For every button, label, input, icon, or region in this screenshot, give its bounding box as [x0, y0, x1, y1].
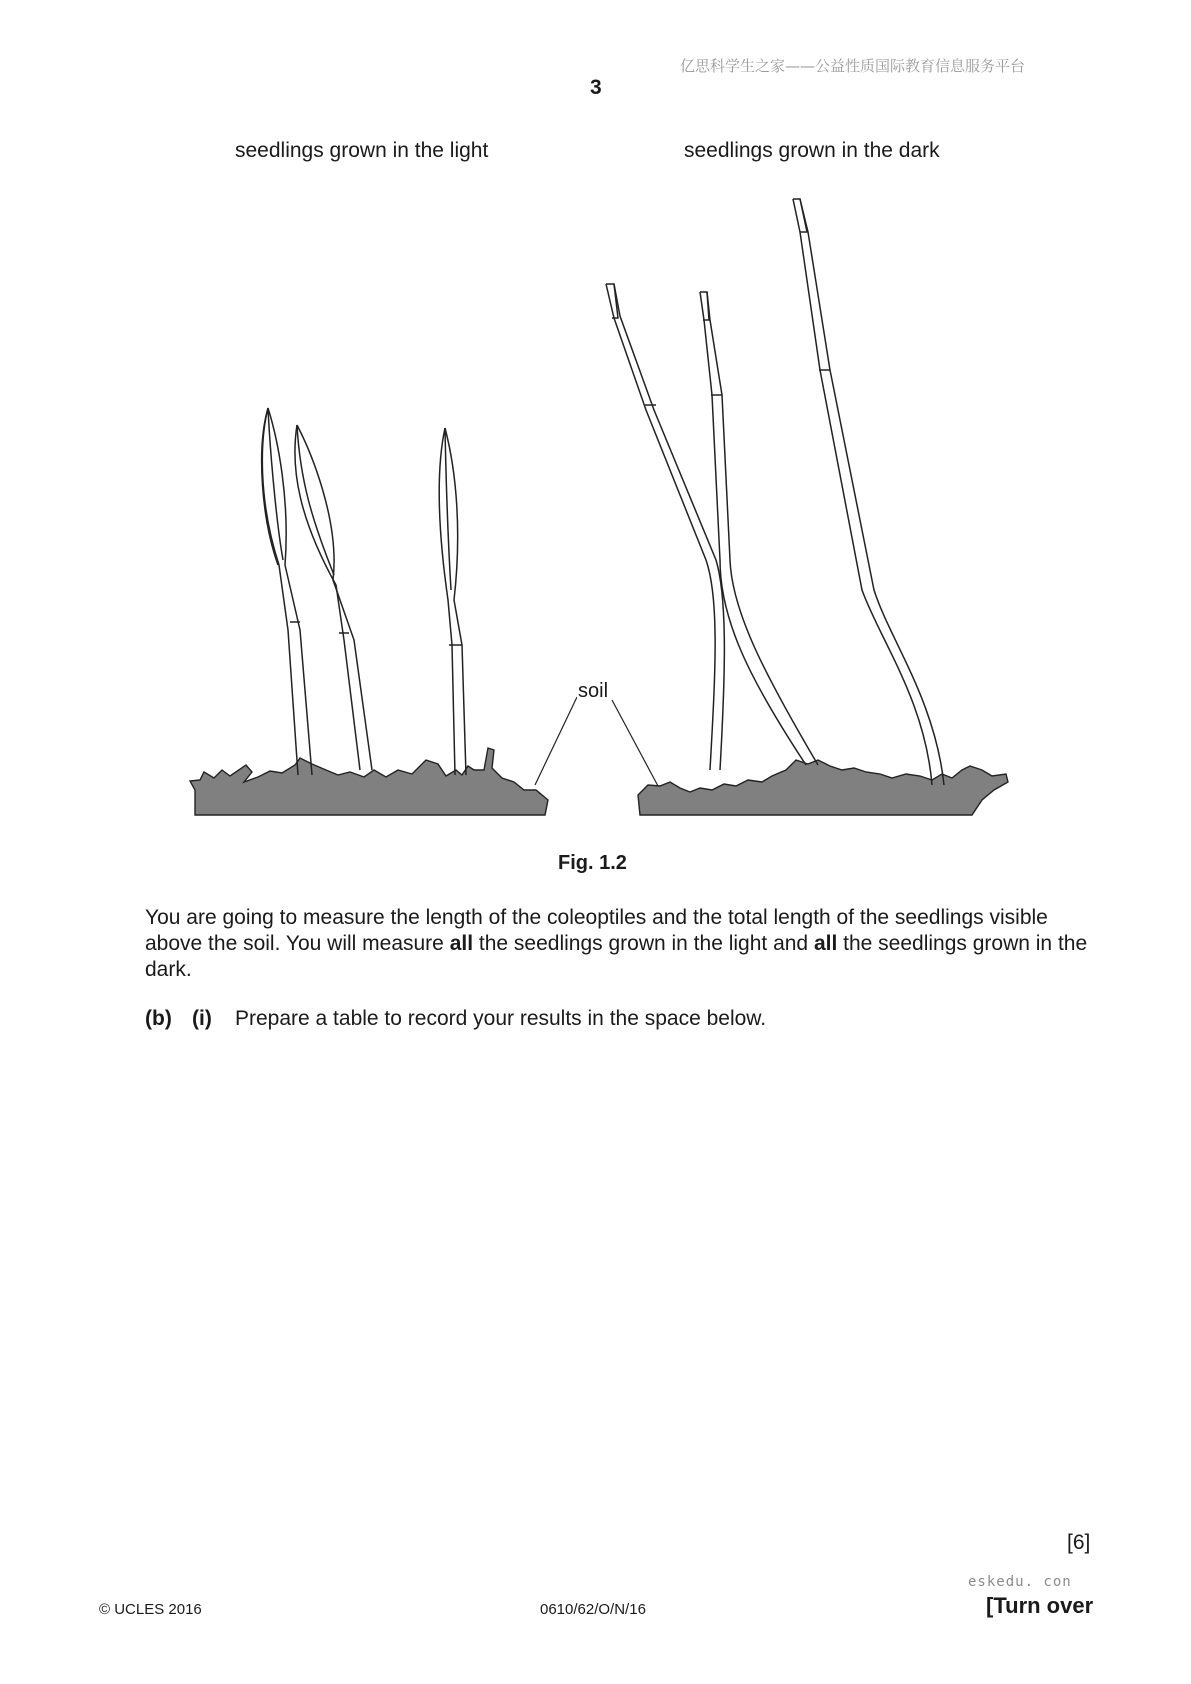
caption-light: seedlings grown in the light	[235, 139, 489, 162]
caption-dark: seedlings grown in the dark	[684, 139, 940, 162]
watermark-top: 亿思科学生之家——公益性质国际教育信息服务平台	[680, 57, 1026, 75]
light-seedlings	[262, 408, 466, 775]
footer-paper-code: 0610/62/O/N/16	[540, 1601, 646, 1618]
watermark-bottom: eskedu. con	[968, 1574, 1072, 1590]
seedlings-figure	[0, 0, 1191, 840]
marks-allocation: [6]	[1067, 1531, 1091, 1554]
soil-leader-lines	[535, 697, 658, 786]
soil-right	[638, 760, 1008, 815]
question-text: Prepare a table to record your results in the space below.	[235, 1007, 767, 1030]
question-subpart-label: (i)	[192, 1007, 212, 1030]
footer-copyright: © UCLES 2016	[99, 1601, 202, 1618]
soil-left	[190, 748, 548, 815]
page-number: 3	[590, 76, 602, 99]
dark-seedlings	[606, 199, 944, 785]
question-b-i	[145, 1007, 767, 1031]
soil-label: soil	[578, 680, 609, 702]
instruction-paragraph: You are going to measure the length of the coleoptiles and the total length of the seedlings visible above the soil. You will measure all the seedlings grown in the light and all the seedlings grown in the dark.	[145, 906, 1088, 981]
question-part-label: (b)	[145, 1007, 172, 1030]
figure-caption: Fig. 1.2	[558, 852, 627, 874]
turn-over-label: [Turn over	[986, 1593, 1094, 1618]
